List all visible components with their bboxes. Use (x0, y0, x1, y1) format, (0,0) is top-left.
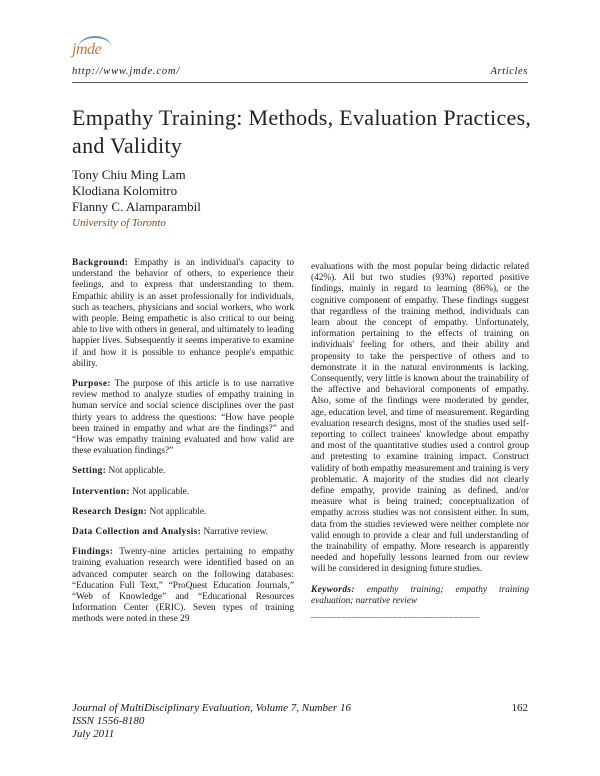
section-label: Articles (490, 66, 528, 77)
intervention-label: Intervention: (72, 486, 130, 497)
findings-label: Findings: (72, 547, 114, 558)
keywords-paragraph (311, 585, 529, 607)
setting-label: Setting: (72, 466, 107, 477)
issn: ISSN 1556-8180 (72, 715, 145, 727)
author-name: Tony Chiu Ming Lam (72, 167, 186, 182)
keywords-label: Keywords: (311, 584, 355, 595)
setting-text: Not applicable. (108, 466, 166, 477)
setting-paragraph (72, 466, 294, 477)
intervention-paragraph (72, 487, 294, 498)
purpose-text: The purpose of this article is to use narrative review method to analyze studies of empathy training in human service and social science disciplines over the past thirty years to address the questions: “How have people been trained in empathy and what are the findings?” and “How was empathy training evaluated and how valid are these evaluation findings?” (72, 379, 295, 457)
data-collection-paragraph (72, 527, 294, 538)
author-name: Flanny C. Alamparambil (72, 199, 201, 214)
keywords-text: empathy training; empathy training evaluation; narrative review (311, 584, 529, 606)
purpose-label: Purpose: (72, 379, 111, 390)
background-paragraph (72, 258, 294, 370)
background-label: Background: (72, 258, 129, 268)
research-design-paragraph (72, 507, 294, 518)
journal-logo: jmde (72, 41, 102, 58)
header-rule (72, 82, 528, 83)
footer-citation (72, 702, 351, 741)
affiliation: University of Toronto (72, 217, 166, 229)
findings-continued: evaluations with the most popular being didactic related (42%). All but two studies (93%) reported positive findings, mainly in regard to learning (86%), or the cognitive component of empathy. These findings suggest that regardless of the training method, individuals can learn about the concept of empathy. Unfortunately, information pertaining to the effects of training on individuals' feeling for others, and their ability and propensity to take the perspective of others and to demonstrate it in the natural environments is lacking. Consequently, very little is known about the trainability of the affective and behavioral components of empathy. Also, some of the findings were moderated by gender, age, education level, and time of measurement. Regarding evaluation research designs, most of the studies used self-reporting to collect trainees' knowledge about empathy and most of the quantitative studies used a control group and pretesting to examine training impact. Construct validity of both empathy measurement and training is very problematic. A majority of the studies did not clearly define empathy, provide training as defined, and/or measure what is being trained; conceptualization of empathy across studies was not consistent either. In sum, data from the studies reviewed were neither complete nor valid enough to provide a clear and full understanding of the trainability of empathy. More research is apparently needed and hopefully lessons learned from our review will be considered in designing future studies. (311, 262, 529, 575)
data-collection-text: Narrative review. (203, 527, 268, 538)
intervention-text: Not applicable. (132, 486, 190, 497)
background-text: Empathy is an individual's capacity to understand the behavior of others, to experience their feelings, and to express that understanding to them. Empathic ability is an asset professionally for individuals, such as teachers, physicians and social workers, who work with people. Being empathetic is also critical to our being able to live with others in general, and ultimately to leading happier lives. Subsequently it seems imperative to examine if and how it is possible to enhance people's empathic ability. (72, 258, 295, 369)
research-design-label: Research Design: (72, 506, 148, 517)
issue-date: July 2011 (72, 728, 115, 740)
author-block (72, 167, 201, 231)
journal-citation: Journal of MultiDisciplinary Evaluation, Volume 7, Number 16 (72, 702, 351, 714)
page-number: 162 (511, 702, 528, 714)
abstract-right-column (311, 262, 529, 620)
author-name: Klodiana Kolomitro (72, 183, 178, 198)
purpose-paragraph (72, 379, 294, 457)
separator-line: _________________________________ (311, 609, 480, 620)
article-title: Empathy Training: Methods, Evaluation Practices, and Validity (72, 105, 532, 158)
research-design-text: Not applicable. (149, 506, 207, 517)
journal-url[interactable]: http://www.jmde.com/ (72, 66, 180, 77)
abstract-left-column (72, 258, 294, 635)
data-collection-label: Data Collection and Analysis: (72, 527, 202, 538)
findings-paragraph (72, 547, 294, 625)
findings-text: Twenty-nine articles pertaining to empathy training evaluation research were identified based on an advanced computer search on the following databases: “Education Full Text,” “ProQuest Education Journals,” “Web of Knowledge” and “Educational Resources Information Center (ERIC). Seven types of training methods were noted in these 29 (72, 547, 294, 625)
